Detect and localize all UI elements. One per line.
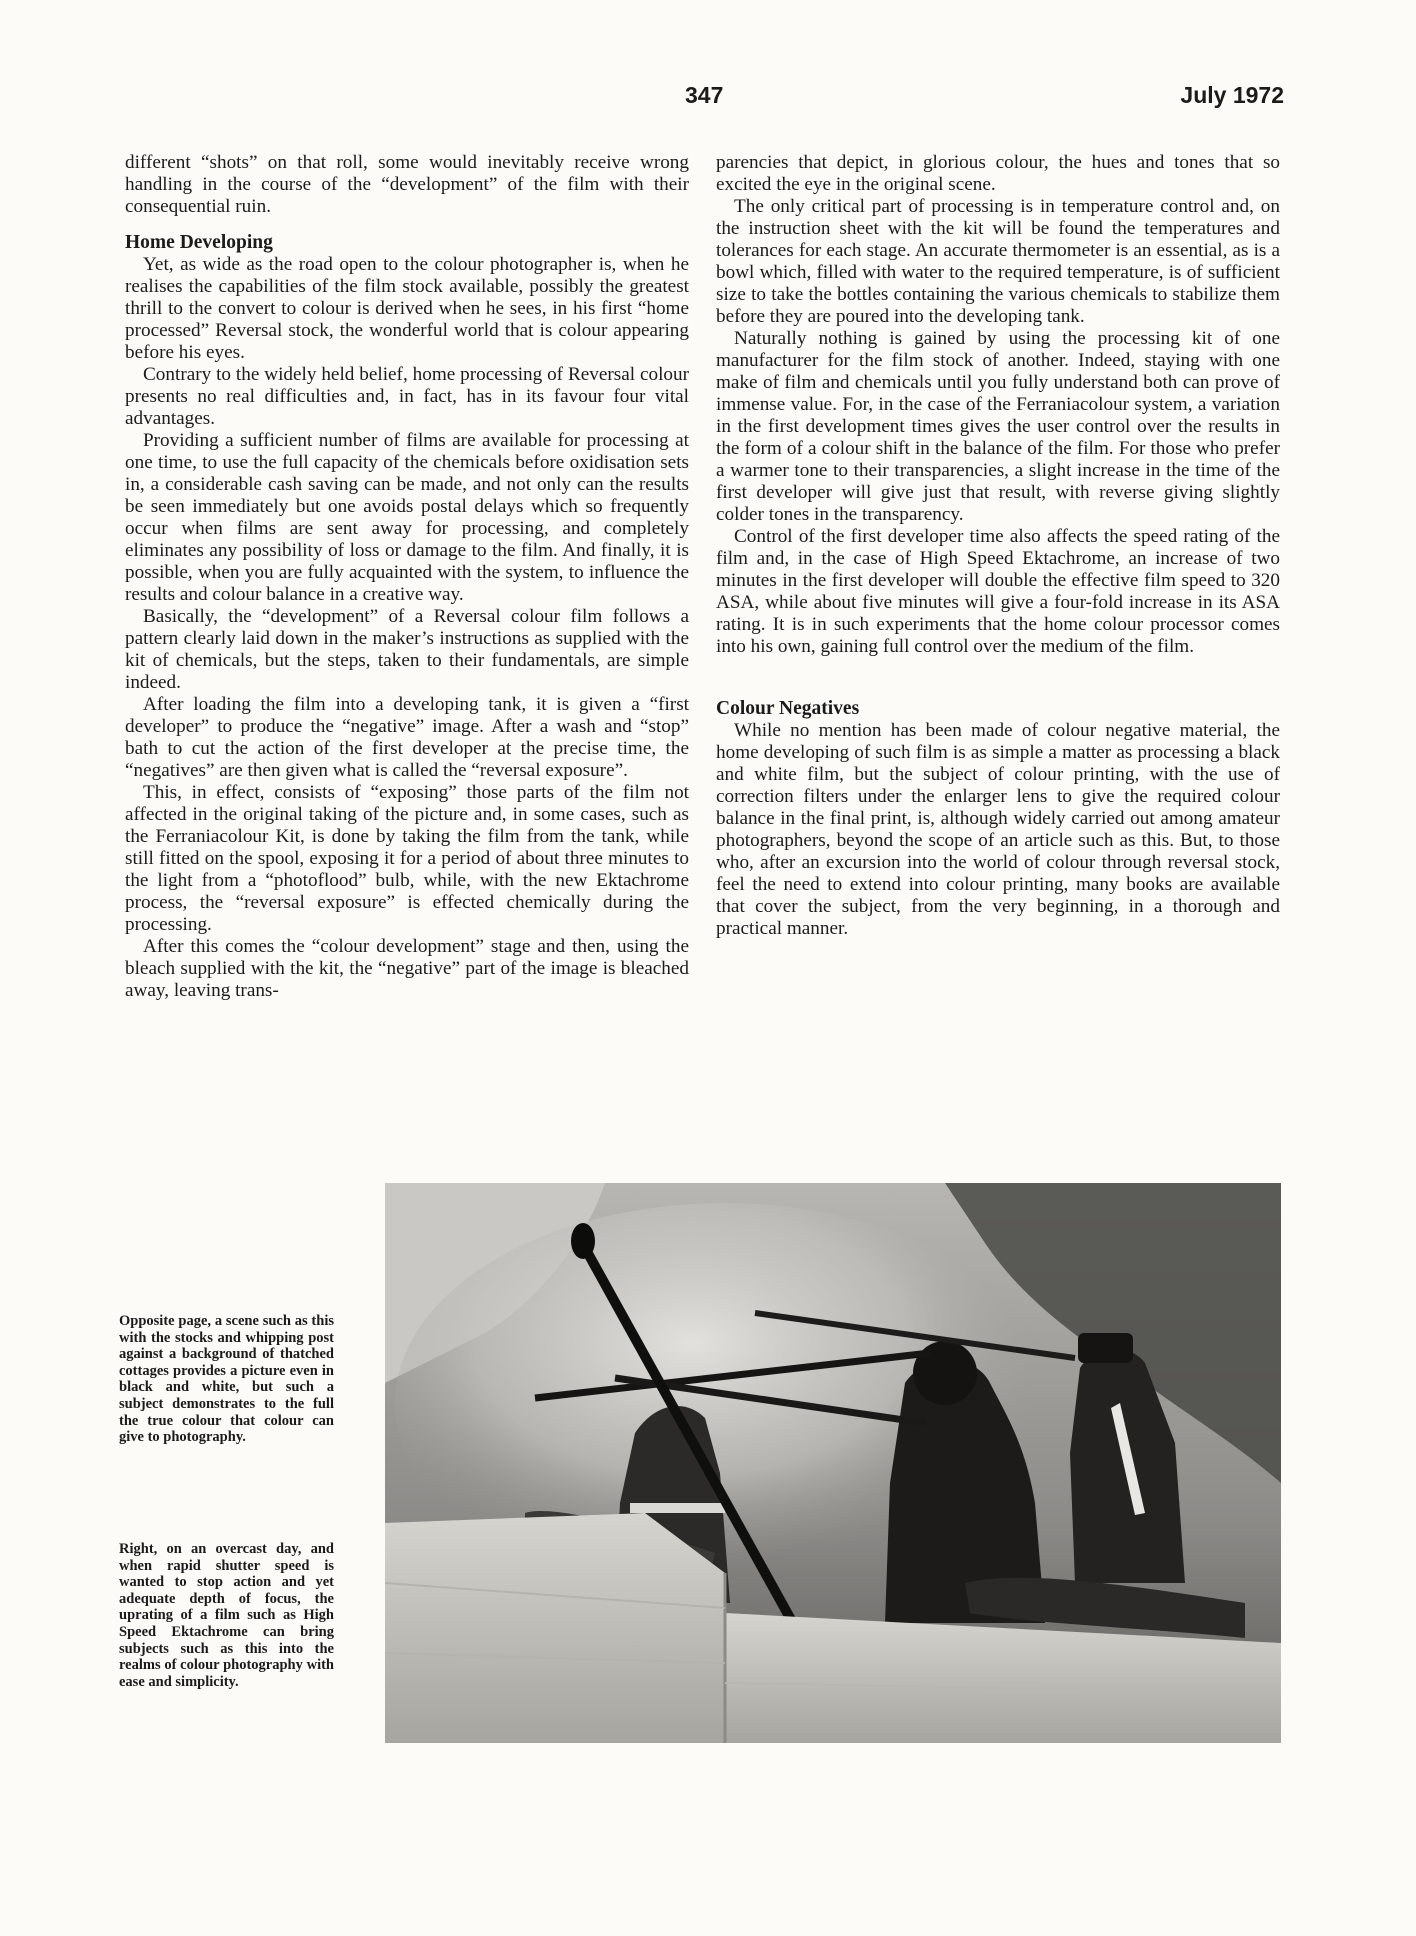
paragraph: Control of the first developer time also affects the speed rating of the film and, in the case of High Speed Ektachrome, an increase of two minutes in the first developer will double the effective film speed to 320 ASA, while about five minutes will give a four-fold increase in its ASA rating. It is in such experiments that the home colour processor comes into his own, gaining full control over the medium of the film.	[716, 526, 1280, 657]
paragraph: The only critical part of processing is in temperature control and, on the instruction sheet with the kit will be found the temperatures and tolerances for each stage. An accurate thermometer is an essential, as is a bowl which, filled with water to the required temperature, is of sufficient size to take the bottles containing the various chemicals to stabilize them before they are poured into the developing tank.	[716, 196, 1280, 327]
right-column	[716, 152, 1280, 940]
paragraph: This, in effect, consists of “exposing” those parts of the film not affected in the original taking of the picture and, in some cases, such as the Ferraniacolour Kit, is done by taking the film from the tank, while still fitted on the spool, exposing it for a period of about three minutes to the light from a “photoflood” bulb, while, with the new Ektachrome process, the “reversal exposure” is effected chemically during the processing.	[125, 782, 689, 935]
paragraph: Basically, the “development” of a Reversal colour film follows a pattern clearly laid down in the maker’s instructions as supplied with the kit of chemicals, but the steps, taken to their fundamentals, are simple indeed.	[125, 606, 689, 693]
photo-soldiers-firing-muskets	[385, 1183, 1281, 1743]
issue-date: July 1972	[1180, 82, 1284, 108]
paragraph: After this comes the “colour development” stage and then, using the bleach supplied with the kit, the “negative” part of the image is bleached away, leaving trans-	[125, 936, 689, 1001]
caption-text: Right, on an overcast day, and when rapid shutter speed is wanted to stop action and yet adequate depth of focus, the uprating of a film such as High Speed Ektachrome can bring subjects such as this into the realms of colour photography with ease and simplicity.	[119, 1541, 334, 1690]
left-column	[125, 152, 689, 1002]
right-intro-paragraph: parencies that depict, in glorious colour, the hues and tones that so excited the eye in the original scene.	[716, 152, 1280, 195]
left-intro-paragraph: different “shots” on that roll, some would inevitably receive wrong handling in the course of the “development” of the film with their consequential ruin.	[125, 152, 689, 217]
paragraph: Contrary to the widely held belief, home processing of Reversal colour presents no real difficulties and, in fact, has in its favour four vital advantages.	[125, 364, 689, 429]
caption-right-photo	[119, 1541, 334, 1690]
page-number: 347	[685, 82, 724, 108]
paragraph: Naturally nothing is gained by using the processing kit of one manufacturer for the film stock of another. Indeed, staying with one make of film and chemicals until you fully understand both can prove of immense value. For, in the case of the Ferraniacolour system, a variation in the first development times gives the user control over the results in the form of a colour shift in the balance of the film. For those who prefer a warmer tone to their transparencies, a slight increase in the time of the first developer will give just that result, with reverse giving slightly colder tones in the transparency.	[716, 328, 1280, 525]
paragraph: Providing a sufficient number of films are available for processing at one time, to use the full capacity of the chemicals before oxidisation sets in, a considerable cash saving can be made, and not only can the results be seen immediately but one avoids postal delays which so frequently occur when films are sent away for processing, and completely eliminates any possibility of loss or damage to the film. And finally, it is possible, when you are fully acquainted with the system, to influence the results and colour balance in a creative way.	[125, 430, 689, 605]
caption-opposite-page	[119, 1313, 334, 1446]
caption-text: Opposite page, a scene such as this with the stocks and whipping post against a background of thatched cottages provides a picture even in black and white, but such a subject demonstrates to the full the true colour that colour can give to photography.	[119, 1313, 334, 1446]
section-heading-home-developing: Home Developing	[125, 232, 273, 253]
section-heading-colour-negatives: Colour Negatives	[716, 698, 860, 719]
paragraph: Yet, as wide as the road open to the colour photographer is, when he realises the capabilities of the film stock available, possibly the greatest thrill to the convert to colour is derived when he sees, in his first “home processed” Reversal stock, the wonderful world that is colour appearing before his eyes.	[125, 254, 689, 363]
paragraph: After loading the film into a developing tank, it is given a “first developer” to produce the “negative” image. After a wash and “stop” bath to cut the action of the first developer at the precise time, the “negatives” are then given what is called the “reversal exposure”.	[125, 694, 689, 781]
paragraph: While no mention has been made of colour negative material, the home developing of such film is as simple a matter as processing a black and white film, but the subject of colour printing, with the use of correction filters under the enlarger lens to give the required colour balance in the final print, is, although widely carried out among amateur photographers, beyond the scope of an article such as this. But, to those who, after an excursion into the world of colour through reversal stock, feel the need to extend into colour printing, many books are available that cover the subject, from the very beginning, in a thorough and practical manner.	[716, 720, 1280, 939]
